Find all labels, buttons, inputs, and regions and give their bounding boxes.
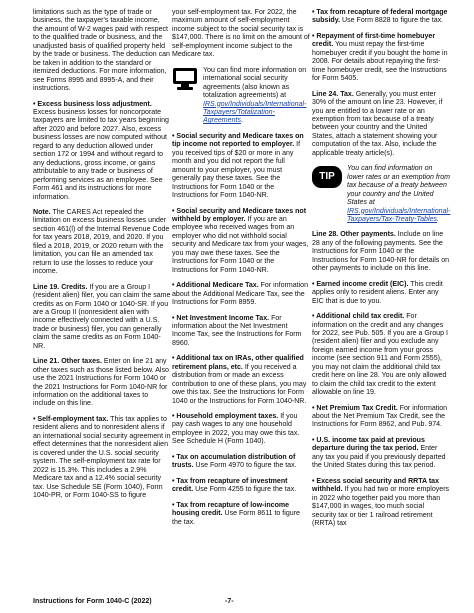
heading-investment-credit: • Tax from recapture of investment credit. [172, 477, 288, 494]
paragraph-not-withheld: • Social security and Medicare taxes not withheld by employer. If you are an employee who received wages from an employer who did not withhold social security and Medicare tax from your wages, you may owe these taxes. See the Instructions for Form 1040 or the Instructions for Form 1040-NR. [172, 207, 309, 274]
heading-departure: • U.S. income tax paid at previous departure during the tax period. [312, 436, 425, 453]
paragraph-self-employment-tax: • Self-employment tax. This tax applies to resident aliens and to nonresident aliens if an international social security agreement in effect determines that the nonresident alien is covered under the U.S. social security system. The self-employment tax rate for 2022 is 15.3%. This includes a 2.9% Medicare tax and a 12.4% social security tax. Use Schedule SE (Form 1040), Form 1040-PR, or Form 1040-SS to figure [33, 415, 171, 500]
heading-accumulation: • Tax on accumulation distribution of trusts. [172, 453, 296, 470]
paragraph-investment-credit: • Tax from recapture of investment credit. Use Form 4255 to figure the tax. [172, 477, 297, 494]
paragraph-excess-ss: • Excess social security and RRTA tax withheld. If you had two or more employers in 2022 who together paid you more than $147,000 in wages, too much social security tax or tier 1 railroad retirement (RRTA) tax [312, 477, 450, 528]
column-1 [33, 9, 171, 500]
heading-ptc: • Net Premium Tax Credit. [312, 404, 398, 412]
heading-niit: • Net Investment Income Tax. [172, 314, 270, 322]
paragraph-additional-medicare: • Additional Medicare Tax. For information about the Additional Medicare Tax, see the Instructions for Form 8959. [172, 282, 309, 307]
paragraph-niit: • Net Investment Income Tax. For information about the Net Investment Income Tax, see the Instructions for Form 8960. [172, 314, 302, 347]
heading-tip-income: • Social security and Medicare taxes on tip income not reported to employer. [172, 132, 304, 149]
paragraph-tip-income: • Social security and Medicare taxes on tip income not reported to employer. If you received tips of $20 or more in any month and you did not report the full amount to your employer, you must generally pay these taxes. See the Instructions for Form 1040 or the Instructions for Form 1040-NR. [172, 132, 304, 200]
heading-line-21: Line 21. Other taxes. [33, 358, 102, 366]
footer-title: Instructions for Form 1040-C (2022) [33, 598, 152, 605]
heading-excess-ss: • Excess social security and RRTA tax withheld. [312, 477, 440, 494]
paragraph-line-21: Line 21. Other taxes. Enter on line 21 any other taxes such as those listed below. Also use the 2021 Instructions for Form 1040 or the 2021 Instructions for Form 1040-NR for information on the additional taxes to include on this line. [33, 358, 169, 408]
paragraph-qbi: limitations such as the type of trade or business, the taxpayer's taxable income, the amount of W-2 wages paid with respect to the qualified trade or business, and the unadjusted basis of qualified property held by the trade or business. The deduction can be taken in addition to the standard or itemized deductions. For more information, see Forms 8995 and 8995-A, and their instructions. [33, 9, 170, 93]
tax-treaty-link[interactable]: IRS.gov/Individuals/International-Taxpayers/Tax-Treaty-Tables [347, 207, 451, 223]
paragraph-ira-tax: • Additional tax on IRAs, other qualified retirement plans, etc. If you received a distribution from or made an excess contribution to one of these plans, you may owe this tax. See the Instructions for Form 1040 or the Instructions for Form 1040-NR. [172, 355, 307, 405]
heading-note: Note. [33, 208, 51, 216]
paragraph-note: Note. The CARES Act repealed the limitation on excess business losses under section 461(l) of the Internal Revenue Code for tax years 2018, 2019, and 2020. If you filed a 2018, 2019, or 2020 return with the limitation, you can file an amended tax return to use the losses to reduce your income. [33, 208, 170, 276]
computer-icon [172, 67, 198, 126]
paragraph-actc: • Additional child tax credit. For information on the credit and any changes for 2022, see Pub. 505. If you are a Group I (resident alien) filer and you exclude any foreign earned income from your gross income (see section 911 and Form 2555), you may not claim the additional child tax credit here on line 28. You are only allowed to claim the child tax credit to the extent allowable on line 19. [312, 313, 448, 397]
paragraph-homebuyer: • Repayment of first-time homebuyer credit. You must repay the first-time homebuyer credit if you bought the home in 2008. For details about repaying the first-time homebuyer credit, see the Instructions for Form 5405. [312, 32, 448, 83]
paragraph-household: • Household employment taxes. If you pay cash wages to any one household employee in 2022, you may owe this tax. See Schedule H (Form 1040). [172, 413, 300, 446]
column-2 [172, 9, 310, 527]
heading-line-28: Line 28. Other payments. [312, 231, 396, 239]
paragraph-accumulation: • Tax on accumulation distribution of trusts. Use Form 4970 to figure the tax. [172, 453, 297, 470]
tip-icon [312, 165, 342, 224]
paragraph-line-28: Line 28. Other payments. Include on line 28 any of the following payments. See the Instructions for Form 1040 or the Instructions for Form 1040-NR for details on other payments to include on this line. [312, 231, 450, 273]
heading-low-income-housing: • Tax from recapture of low-income housing credit. [172, 501, 290, 518]
heading-homebuyer: • Repayment of first-time homebuyer credit. [312, 32, 436, 49]
heading-line-19: Line 19. Credits. [33, 283, 88, 291]
heading-mortgage-subsidy: • Tax from recapture of federal mortgage subsidy. [312, 9, 448, 25]
paragraph-line-19: Line 19. Credits. If you are a Group I (resident alien) filer, you can claim the same credits as on Form 1040 or 1040-SR. If you are a Group II (nonresident alien with income effectively connected with a U.S. trade or business) filer, you can generally claim the same credits as on Form 1040-NR. [33, 283, 171, 350]
paragraph-line-24: Line 24. Tax. Generally, you must enter 30% of the amount on line 23. However, if you are entitled to a lower rate or an exemption from tax because of a treaty between your country and the United States, attach a statement showing your computation of the tax. Also, include the applicable treaty article(s). [312, 90, 443, 157]
column-3 [312, 9, 450, 528]
heading-ira-tax: • Additional tax on IRAs, other qualified retirement plans, etc. [172, 355, 304, 371]
paragraph-low-income-housing: • Tax from recapture of low-income housing credit. Use Form 8611 to figure the tax. [172, 501, 300, 526]
paragraph-excess-business-loss: • Excess business loss adjustment. Excess business losses for noncorporate taxpayers are limited to tax years beginning after 2020 and before 2027. Also, excess business losses are now computed without regard to any deduction allowed under section 172 or 1994 and without regard to any deductions, gross income, or gains attributable to any trade or business of performing services as an employee. See Form 461 and its instructions for more information. [33, 100, 169, 201]
page-number: -7- [225, 598, 234, 605]
heading-actc: • Additional child tax credit. [312, 313, 405, 321]
heading-eic: • Earned income credit (EIC). [312, 280, 409, 288]
tip-box-treaty: TIP You can find information on lower rates or an exemption from tax because of a treaty between your country and the United States at IRS.gov/Individuals/International-Taxpayers/Tax-Treaty-Tables. [312, 165, 450, 224]
paragraph-mortgage-subsidy: • Tax from recapture of federal mortgage subsidy. Use Form 8828 to figure the tax. [312, 9, 448, 25]
heading-self-employment-tax: • Self-employment tax. [33, 415, 109, 423]
paragraph-ptc: • Net Premium Tax Credit. For information about the Net Premium Tax Credit, see the Instructions for Form 8962, and Pub. 974. [312, 404, 448, 429]
paragraph-eic: • Earned income credit (EIC). This credit applies only to resident aliens. Enter any EIC that is due to you. [312, 280, 443, 305]
heading-not-withheld: • Social security and Medicare taxes not withheld by employer. [172, 207, 307, 223]
totalization-link[interactable]: IRS.gov/Individuals/International-Taxpayers/Totalization-Agreements [203, 100, 307, 125]
heading-excess-business-loss: • Excess business loss adjustment. [33, 100, 152, 108]
heading-household: • Household employment taxes. [172, 413, 279, 421]
paragraph-departure: • U.S. income tax paid at previous departure during the tax period. Enter any tax you paid if you previously departed the United States during this tax period. [312, 436, 446, 470]
tip-label: TIP [312, 166, 342, 188]
info-box-totalization: You can find more information on international social security agreements (also known as totalization agreements) at IRS.gov/Individuals/International-Taxpayers/Totalization-Agreements. [172, 67, 310, 126]
paragraph-se-continued: your self-employment tax. For 2022, the maximum amount of self-employment income subject to the social security tax is $147,000. There is no limit on the amount of self-employment income subject to the Medicare tax. [172, 9, 310, 59]
heading-additional-medicare: • Additional Medicare Tax. [172, 282, 259, 290]
heading-line-24: Line 24. Tax. [312, 90, 354, 98]
